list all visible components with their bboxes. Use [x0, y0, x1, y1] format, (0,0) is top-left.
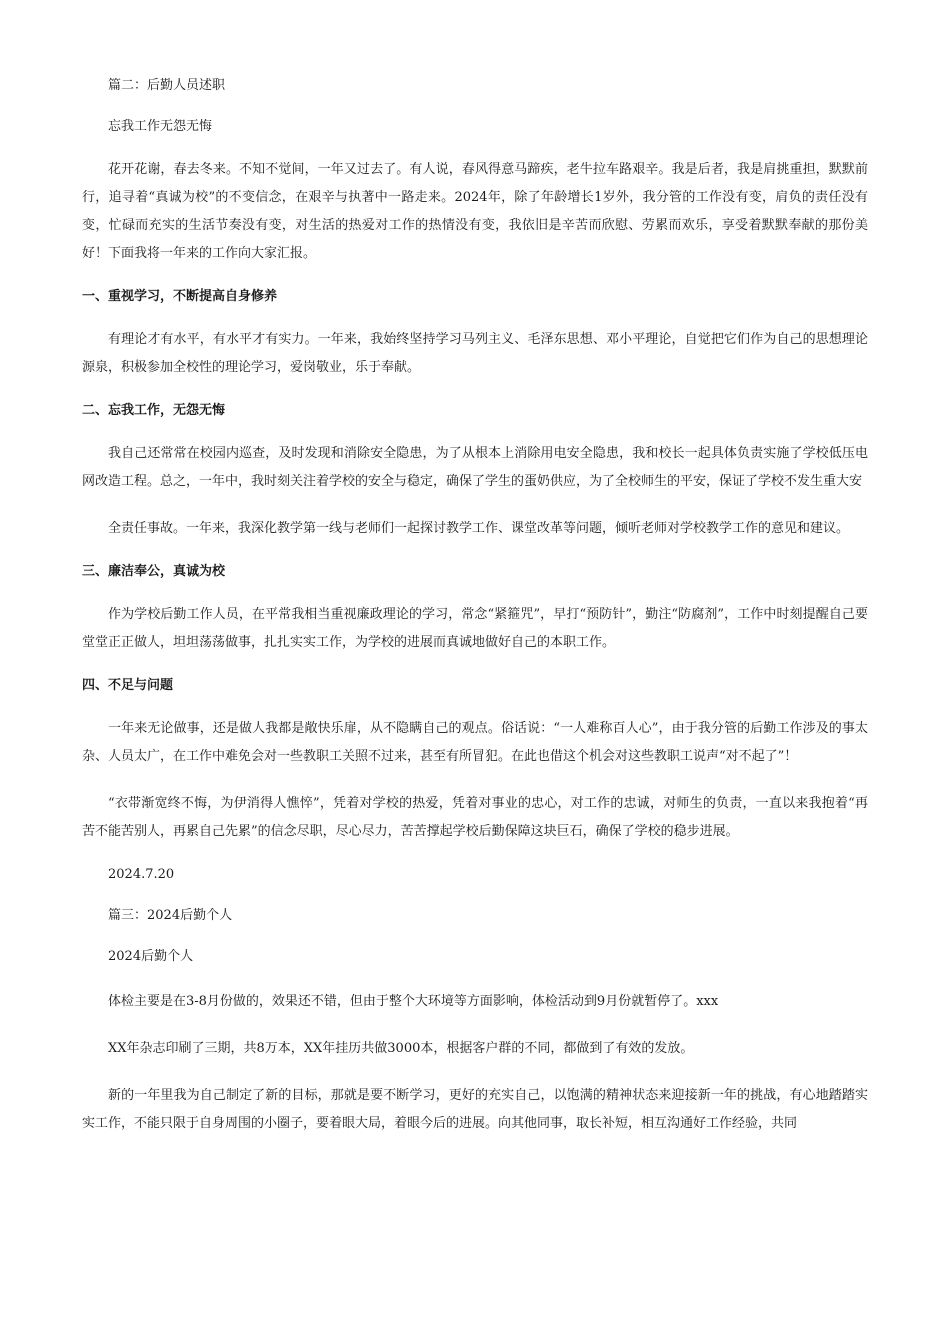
section-subtitle: 2024后勤个人	[108, 949, 194, 964]
body-paragraph: 作为学校后勤工作人员，在平常我相当重视廉政理论的学习，常念“紧箍咒”，早打“预防针”，勤注“防腐剂”，工作中时刻提醒自己要堂堂正正做人，坦坦荡荡做事，扎扎实实工作，为学校的进展而真诚地做好自己的本职工作。	[82, 607, 868, 650]
section-heading: 二、忘我工作，无怨无悔	[82, 403, 226, 418]
section-heading: 四、不足与问题	[82, 678, 174, 693]
section-label: 篇三：2024后勤个人	[108, 908, 233, 923]
body-paragraph: 全责任事故。一年来，我深化教学第一线与老师们一起探讨教学工作、课堂改革等问题，倾听老师对学校教学工作的意见和建议。	[108, 521, 850, 536]
section-heading: 三、廉洁奉公，真诚为校	[82, 564, 226, 579]
body-paragraph: 一年来无论做事，还是做人我都是敞快乐扉，从不隐瞒自己的观点。俗话说：“一人难称百人心”，由于我分管的后勤工作涉及的事太杂、人员太广，在工作中难免会对一些教职工关照不过来，甚至有所冒犯。在此也借这个机会对这些教职工说声“对不起了”！	[82, 721, 868, 764]
section-subtitle: 忘我工作无怨无悔	[108, 119, 213, 134]
body-paragraph: 我自己还常常在校园内巡查，及时发现和消除安全隐患，为了从根本上消除用电安全隐患，我和校长一起具体负责实施了学校低压电网改造工程。总之，一年中，我时刻关注着学校的安全与稳定，确保了学生的蛋奶供应，为了全校师生的平安，保证了学校不发生重大安	[82, 446, 868, 489]
date-line: 2024.7.20	[108, 867, 175, 882]
section-heading: 一、重视学习，不断提高自身修养	[82, 289, 278, 304]
body-paragraph: 新的一年里我为自己制定了新的目标，那就是要不断学习，更好的充实自己，以饱满的精神状态来迎接新一年的挑战，有心地踏踏实实工作，不能只限于自身周围的小圈子，要着眼大局，着眼今后的进展。向其他同事，取长补短，相互沟通好工作经验，共同	[82, 1088, 868, 1131]
section-label: 篇二：后勤人员述职	[108, 78, 226, 93]
body-paragraph: 体检主要是在3-8月份做的，效果还不错，但由于整个大环境等方面影响，体检活动到9月份就暂停了。xxx	[108, 994, 719, 1009]
intro-paragraph: 花开花谢，春去冬来。不知不觉间，一年又过去了。有人说，春风得意马蹄疾，老牛拉车路艰辛。我是后者，我是肩挑重担，默默前行，追寻着“真诚为校”的不变信念，在艰辛与执著中一路走来。2024年，除了年龄增长1岁外，我分管的工作没有变，肩负的责任没有变，忙碌而充实的生活节奏没有变，对生活的热爱对工作的热情没有变，我依旧是辛苦而欣慰、劳累而欢乐，享受着默默奉献的那份美好！下面我将一年来的工作向大家汇报。	[82, 162, 868, 261]
body-paragraph: 有理论才有水平，有水平才有实力。一年来，我始终坚持学习马列主义、毛泽东思想、邓小平理论，自觉把它们作为自己的思想理论源泉，积极参加全校性的理论学习，爱岗敬业，乐于奉献。	[82, 332, 868, 375]
body-paragraph: XX年杂志印刷了三期，共8万本，XX年挂历共做3000本，根据客户群的不同，都做到了有效的发放。	[108, 1041, 694, 1056]
body-paragraph: “衣带渐宽终不悔，为伊消得人憔悴”，凭着对学校的热爱，凭着对事业的忠心，对工作的忠诚，对师生的负责，一直以来我抱着“再苦不能苦别人，再累自己先累”的信念尽职，尽心尽力，苦苦撑起学校后勤保障这块巨石，确保了学校的稳步进展。	[82, 796, 868, 839]
